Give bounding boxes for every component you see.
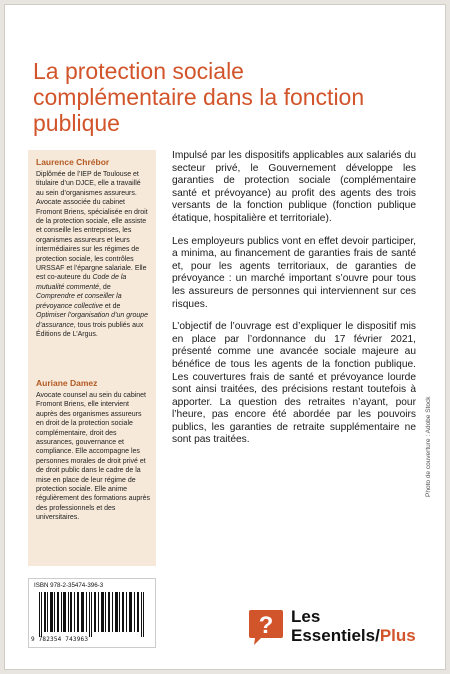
barcode xyxy=(28,578,156,648)
author-bio-2: Avocate counsel au sein du cabinet Fromont Briens, elle intervient auprès des organismes assureurs en droit de la protection sociale complémentaire, droit des assurances, gouvernance et compliance. Elle accompagne les personnes morales de droit privé et de droit public dans le cadre de la mise en place de leur régime de protection sociale. Elle anime régulièrement des formations auprès des professionnels et des universitaires. xyxy=(36,392,151,522)
series-logo xyxy=(247,604,417,650)
question-mark-icon xyxy=(247,606,285,646)
barcode-bars xyxy=(39,592,147,637)
author-bio-1: Diplômée de l’IEP de Toulouse et titulaire d’un DJCE, elle a travaillé au sein d’organismes assureurs. Avocate associée du cabinet Fromont Briens, spécialisée en droit de la protection sociale, elle assiste et conseille les entreprises, les organismes assureurs et leurs intermédiaires sur les régimes de protection sociale, les contrôles URSSAF et l’épargne salariale. Elle est co-auteure du Code de la mutualité commenté, de Comprendre et conseiller la prévoyance collective et de Optimiser l’organisation d’un groupe d’assurance, tous trois publiés aux Éditions de L’Argus. xyxy=(36,171,149,338)
paragraph: L’objectif de l’ouvrage est d’expliquer le dispositif mis en place par l’ordonnance du 17 février 2021, présenté comme une avancée sociale majeure au bénéfice de tous les agents de la fonction publique. Les couvertures frais de santé et prévoyance lourde sont ainsi traitées, des précisions restant toutefois à apporter. La question des retraites n’ayant, pour l’heure, pas encore été abordée par les pouvoirs publics, les garanties de retraite supplémentaire ne sont pas traitées. xyxy=(172,321,416,446)
book-title: La protection sociale complémentaire dans la fonction publique xyxy=(33,58,365,136)
back-cover-text xyxy=(172,150,416,457)
paragraph: Les employeurs publics vont en effet devoir participer, a minima, au financement de garanties frais de santé et, pour les agents territoriaux, de garanties de prévoyance : un marché important s’ouvre pour tous les assureurs de personnes qui interviennent sur ces risques. xyxy=(172,235,416,310)
logo-text-line2: Essentiels/Plus xyxy=(291,626,416,645)
svg-text:?: ? xyxy=(258,612,274,639)
author-name-1: Laurence Chrébor xyxy=(36,157,110,167)
logo-text-line1: Les xyxy=(291,607,321,626)
photo-credit: Photo de couverture : Adobe Stock xyxy=(425,396,432,497)
barcode-digits: 9 782354 743963 xyxy=(31,636,89,643)
isbn: ISBN 978-2-35474-396-3 xyxy=(34,582,104,589)
book-ref-2: Comprendre et conseiller la prévoyance collective xyxy=(36,293,122,310)
author-name-2: Auriane Damez xyxy=(36,378,98,388)
paragraph: Impulsé par les dispositifs applicables aux salariés du secteur privé, le Gouvernement développe les garanties de protection sociale (complémentaire santé et prévoyance) au profit des agents des trois versants de la fonction publique (fonction publique étatique, hospitalière et territoriale). xyxy=(172,150,416,224)
book-ref-3: Optimiser l’organisation d’un groupe d’assurance xyxy=(36,312,149,329)
book-ref-1: Code de la mutualité commenté xyxy=(36,274,127,291)
